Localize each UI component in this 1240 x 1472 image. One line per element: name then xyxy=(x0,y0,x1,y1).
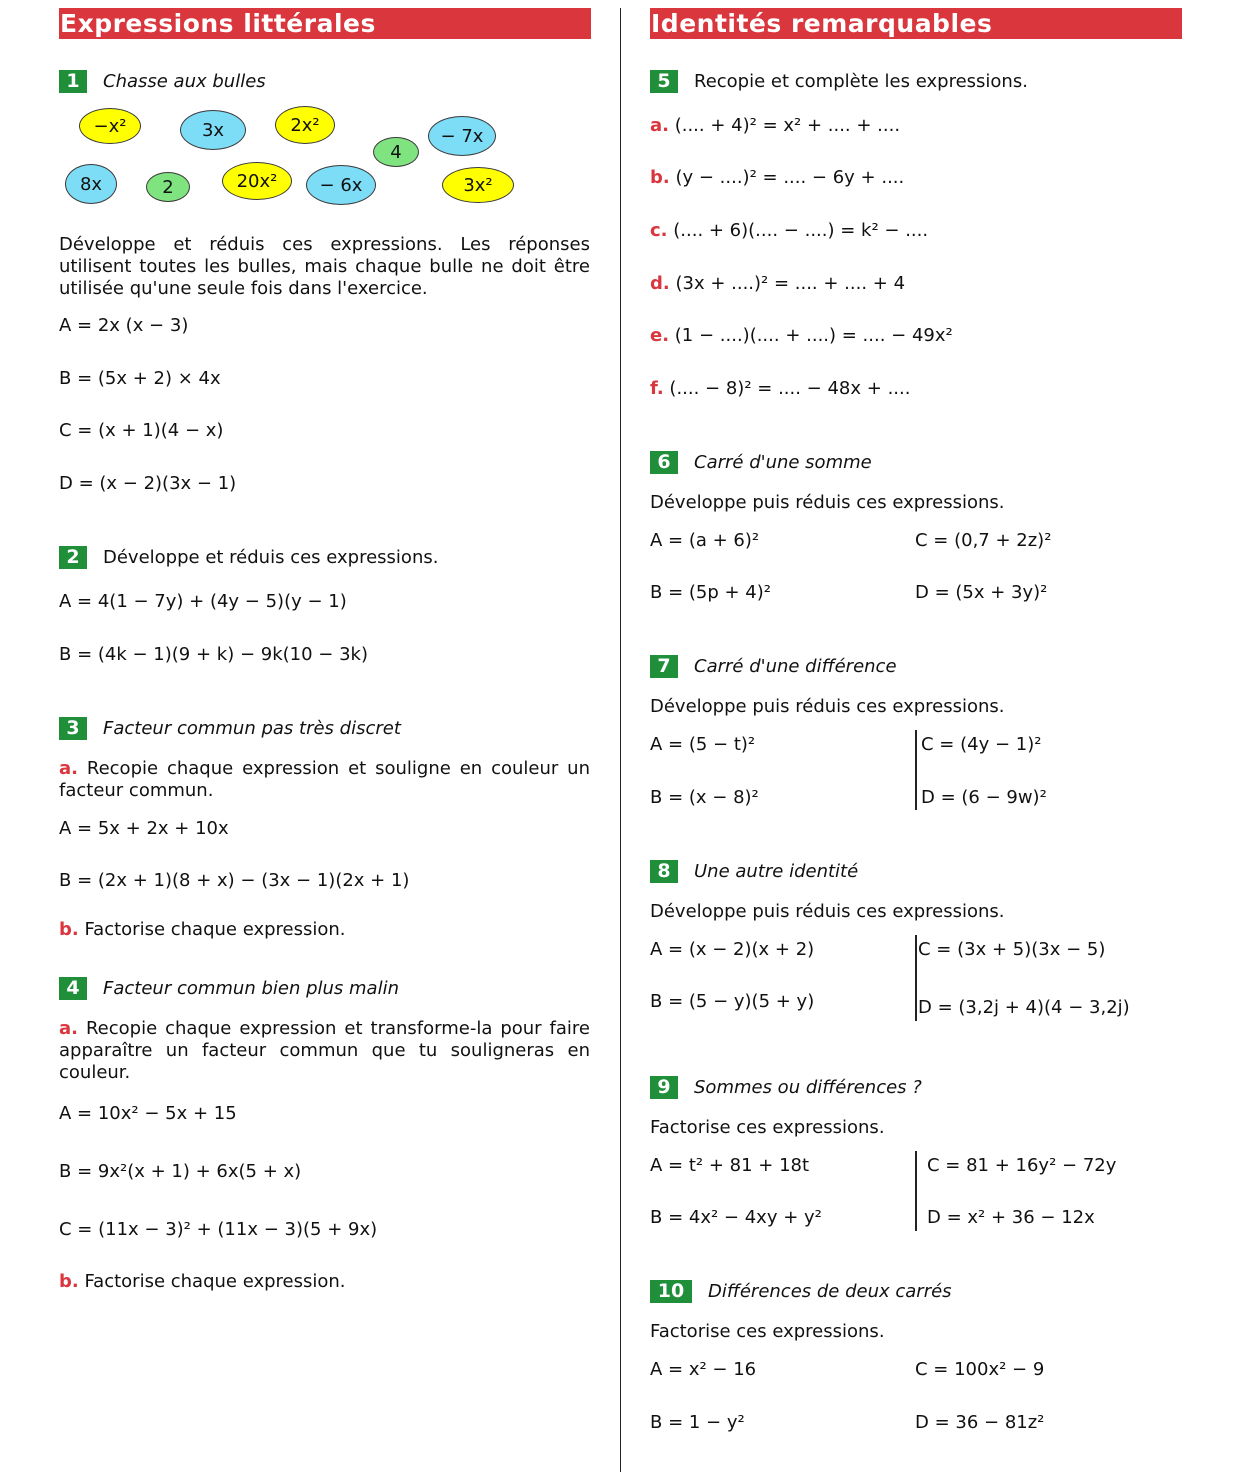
ex3-item: A = 5x + 2x + 10x xyxy=(59,818,229,839)
ex3-b-text: Factorise chaque expression. xyxy=(84,919,346,940)
ex3-title: Facteur commun pas très discret xyxy=(103,717,401,739)
ex1-title: Chasse aux bulles xyxy=(103,70,266,92)
ex5-expr: (y − ....)² = .... − 6y + .... xyxy=(675,167,905,188)
ex1-item: D = (x − 2)(3x − 1) xyxy=(59,473,237,494)
ex3-a-text: Recopie chaque expression et souligne en couleur un facteur commun. xyxy=(59,758,590,801)
ex10-number: 10 xyxy=(650,1280,692,1303)
ex6-title: Carré d'une somme xyxy=(694,451,872,473)
ex5-expr: (.... + 6)(.... − ....) = k² − .... xyxy=(673,220,929,241)
ex8-item: A = (x − 2)(x + 2) xyxy=(650,939,815,960)
ex3-a-label: a. xyxy=(59,758,78,779)
ex10-title: Différences de deux carrés xyxy=(708,1280,952,1302)
ex9-number: 9 xyxy=(650,1076,678,1099)
ex8-header xyxy=(650,859,858,883)
ex10-item: C = 100x² − 9 xyxy=(915,1359,1045,1380)
ex9-title: Sommes ou différences ? xyxy=(694,1076,922,1098)
ex1-item: A = 2x (x − 3) xyxy=(59,315,189,336)
ex3-part-a xyxy=(59,758,590,802)
left-section-title: Expressions littérales xyxy=(59,8,591,39)
ex4-part-b xyxy=(59,1271,346,1293)
ex1-item: C = (x + 1)(4 − x) xyxy=(59,420,224,441)
ex8-item: C = (3x + 5)(3x − 5) xyxy=(918,939,1106,960)
ex4-title: Facteur commun bien plus malin xyxy=(103,977,399,999)
bubble: −x² xyxy=(79,108,141,144)
ex2-number: 2 xyxy=(59,546,87,569)
ex10-item: A = x² − 16 xyxy=(650,1359,757,1380)
ex9-header xyxy=(650,1075,922,1099)
ex5-item xyxy=(650,115,900,137)
ex10-instruction: Factorise ces expressions. xyxy=(650,1321,885,1342)
ex3-item: B = (2x + 1)(8 + x) − (3x − 1)(2x + 1) xyxy=(59,870,410,891)
ex3-part-b xyxy=(59,919,346,941)
right-section-title: Identités remarquables xyxy=(650,8,1182,39)
ex3-b-label: b. xyxy=(59,919,79,940)
ex5-label: b. xyxy=(650,167,670,188)
ex9-item: A = t² + 81 + 18t xyxy=(650,1155,810,1176)
ex7-item: B = (x − 8)² xyxy=(650,787,759,808)
ex5-expr: (.... + 4)² = x² + .... + .... xyxy=(674,115,901,136)
ex4-item: A = 10x² − 5x + 15 xyxy=(59,1103,237,1124)
ex4-a-label: a. xyxy=(59,1018,78,1039)
ex6-item: C = (0,7 + 2z)² xyxy=(915,530,1052,551)
ex9-item: B = 4x² − 4xy + y² xyxy=(650,1207,822,1228)
bubble: − 6x xyxy=(306,165,376,205)
ex8-item: D = (3,2j + 4)(4 − 3,2j) xyxy=(918,997,1130,1018)
bubble: 8x xyxy=(65,164,117,204)
column-divider xyxy=(620,8,621,1472)
ex9-item: D = x² + 36 − 12x xyxy=(927,1207,1095,1228)
ex5-item xyxy=(650,273,905,295)
ex6-number: 6 xyxy=(650,451,678,474)
ex7-item: D = (6 − 9w)² xyxy=(921,787,1047,808)
ex10-item: D = 36 − 81z² xyxy=(915,1412,1045,1433)
ex5-title: Recopie et complète les expressions. xyxy=(694,70,1028,92)
ex4-a-text: Recopie chaque expression et transforme-la pour faire apparaître un facteur commun que tu souligneras en couleur. xyxy=(59,1018,590,1083)
ex5-item xyxy=(650,167,904,189)
ex5-label: e. xyxy=(650,325,670,346)
ex4-header xyxy=(59,976,399,1000)
ex6-header xyxy=(650,450,872,474)
bubble: − 7x xyxy=(428,116,496,156)
ex9-instruction: Factorise ces expressions. xyxy=(650,1117,885,1138)
bubble: 20x² xyxy=(222,162,292,200)
ex7-title: Carré d'une différence xyxy=(694,655,897,677)
bubble: 3x² xyxy=(442,167,514,203)
ex2-item: B = (4k − 1)(9 + k) − 9k(10 − 3k) xyxy=(59,644,368,665)
ex5-header xyxy=(650,69,1028,93)
ex7-item: C = (4y − 1)² xyxy=(921,734,1042,755)
ex5-label: c. xyxy=(650,220,668,241)
ex7-item: A = (5 − t)² xyxy=(650,734,756,755)
bubble: 4 xyxy=(373,137,419,167)
ex5-label: f. xyxy=(650,378,664,399)
ex4-item: C = (11x − 3)² + (11x − 3)(5 + 9x) xyxy=(59,1219,378,1240)
ex6-item: D = (5x + 3y)² xyxy=(915,582,1048,603)
ex4-part-a xyxy=(59,1018,590,1084)
ex3-header xyxy=(59,716,401,740)
ex5-expr: (.... − 8)² = .... − 48x + .... xyxy=(669,378,911,399)
ex5-expr: (1 − ....)(.... + ....) = .... − 49x² xyxy=(674,325,953,346)
ex10-header xyxy=(650,1279,952,1303)
ex1-header xyxy=(59,69,266,93)
ex8-item: B = (5 − y)(5 + y) xyxy=(650,991,815,1012)
ex4-b-label: b. xyxy=(59,1271,79,1292)
ex5-label: a. xyxy=(650,115,669,136)
ex5-item xyxy=(650,220,928,242)
ex5-label: d. xyxy=(650,273,670,294)
ex3-number: 3 xyxy=(59,717,87,740)
ex6-instruction: Développe puis réduis ces expressions. xyxy=(650,492,1005,513)
bubble: 3x xyxy=(180,110,246,150)
ex4-b-text: Factorise chaque expression. xyxy=(84,1271,346,1292)
bubble: 2 xyxy=(146,172,190,202)
ex2-header xyxy=(59,545,438,569)
ex5-item xyxy=(650,378,910,400)
ex8-separator xyxy=(915,935,917,1021)
ex7-number: 7 xyxy=(650,655,678,678)
ex2-item: A = 4(1 − 7y) + (4y − 5)(y − 1) xyxy=(59,591,347,612)
ex6-item: B = (5p + 4)² xyxy=(650,582,771,603)
ex1-item: B = (5x + 2) × 4x xyxy=(59,368,221,389)
ex6-item: A = (a + 6)² xyxy=(650,530,760,551)
ex9-separator xyxy=(915,1151,917,1231)
ex9-item: C = 81 + 16y² − 72y xyxy=(927,1155,1117,1176)
ex4-number: 4 xyxy=(59,977,87,1000)
bubbles xyxy=(59,106,591,206)
ex5-expr: (3x + ....)² = .... + .... + 4 xyxy=(675,273,906,294)
ex1-text: Développe et réduis ces expressions. Les réponses utilisent toutes les bulles, mais chaque bulle ne doit être utilisée qu'une seule fois dans l'exercice. xyxy=(59,234,590,299)
ex8-title: Une autre identité xyxy=(694,860,859,882)
ex7-separator xyxy=(915,730,917,810)
ex8-instruction: Développe puis réduis ces expressions. xyxy=(650,901,1005,922)
ex5-number: 5 xyxy=(650,70,678,93)
ex2-title: Développe et réduis ces expressions. xyxy=(103,546,439,568)
ex8-number: 8 xyxy=(650,860,678,883)
ex10-item: B = 1 − y² xyxy=(650,1412,745,1433)
bubble: 2x² xyxy=(275,106,335,144)
ex1-number: 1 xyxy=(59,70,87,93)
ex4-item: B = 9x²(x + 1) + 6x(5 + x) xyxy=(59,1161,302,1182)
ex5-item xyxy=(650,325,953,347)
ex7-instruction: Développe puis réduis ces expressions. xyxy=(650,696,1005,717)
ex7-header xyxy=(650,654,897,678)
